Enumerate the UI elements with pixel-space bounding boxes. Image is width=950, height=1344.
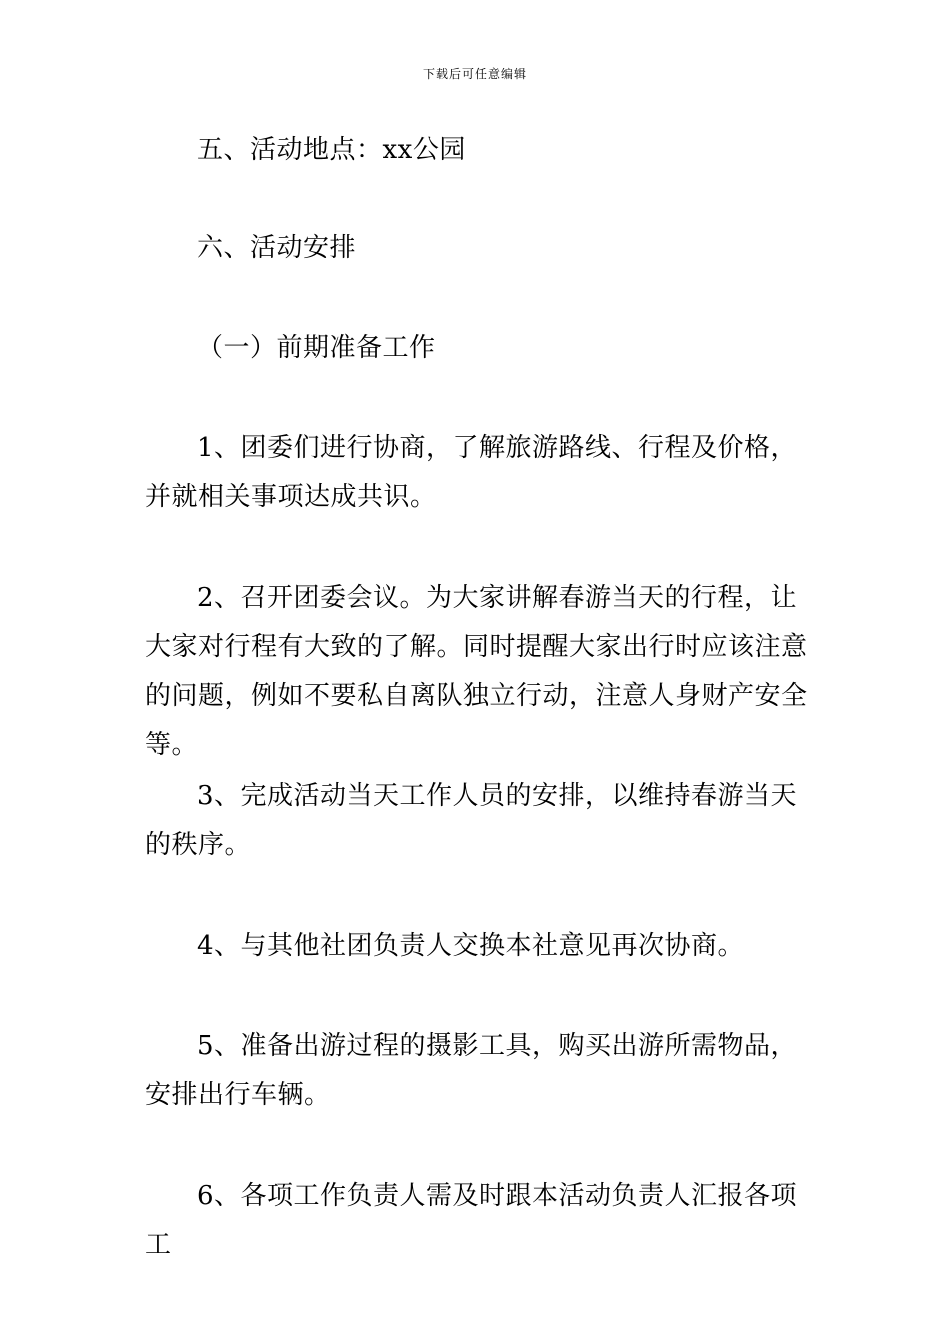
list-item-1: 1、团委们进行协商，了解旅游路线、行程及价格，并就相关事项达成共识。 bbox=[145, 433, 798, 512]
list-item-5: 5、准备出游过程的摄影工具，购买出游所需物品，安排出行车辆。 bbox=[145, 1031, 798, 1110]
list-item-6: 6、各项工作负责人需及时跟本活动负责人汇报各项工 bbox=[145, 1181, 798, 1260]
header-note: 下载后可任意编辑 bbox=[422, 67, 527, 81]
list-item-3: 3、完成活动当天工作人员的安排，以维持春游当天的秩序。 bbox=[145, 781, 798, 860]
section-activity-location: 五、活动地点：xx公园 bbox=[197, 135, 466, 165]
subsection-preparation: （一）前期准备工作 bbox=[197, 333, 436, 363]
list-item-2: 2、召开团委会议。为大家讲解春游当天的行程，让大家对行程有大致的了解。同时提醒大家出行时应该注意的问题，例如不要私自离队独立行动，注意人身财产安全等。 bbox=[145, 583, 808, 760]
list-item-4: 4、与其他社团负责人交换本社意见再次协商。 bbox=[197, 931, 745, 961]
section-activity-arrangement: 六、活动安排 bbox=[197, 233, 357, 263]
